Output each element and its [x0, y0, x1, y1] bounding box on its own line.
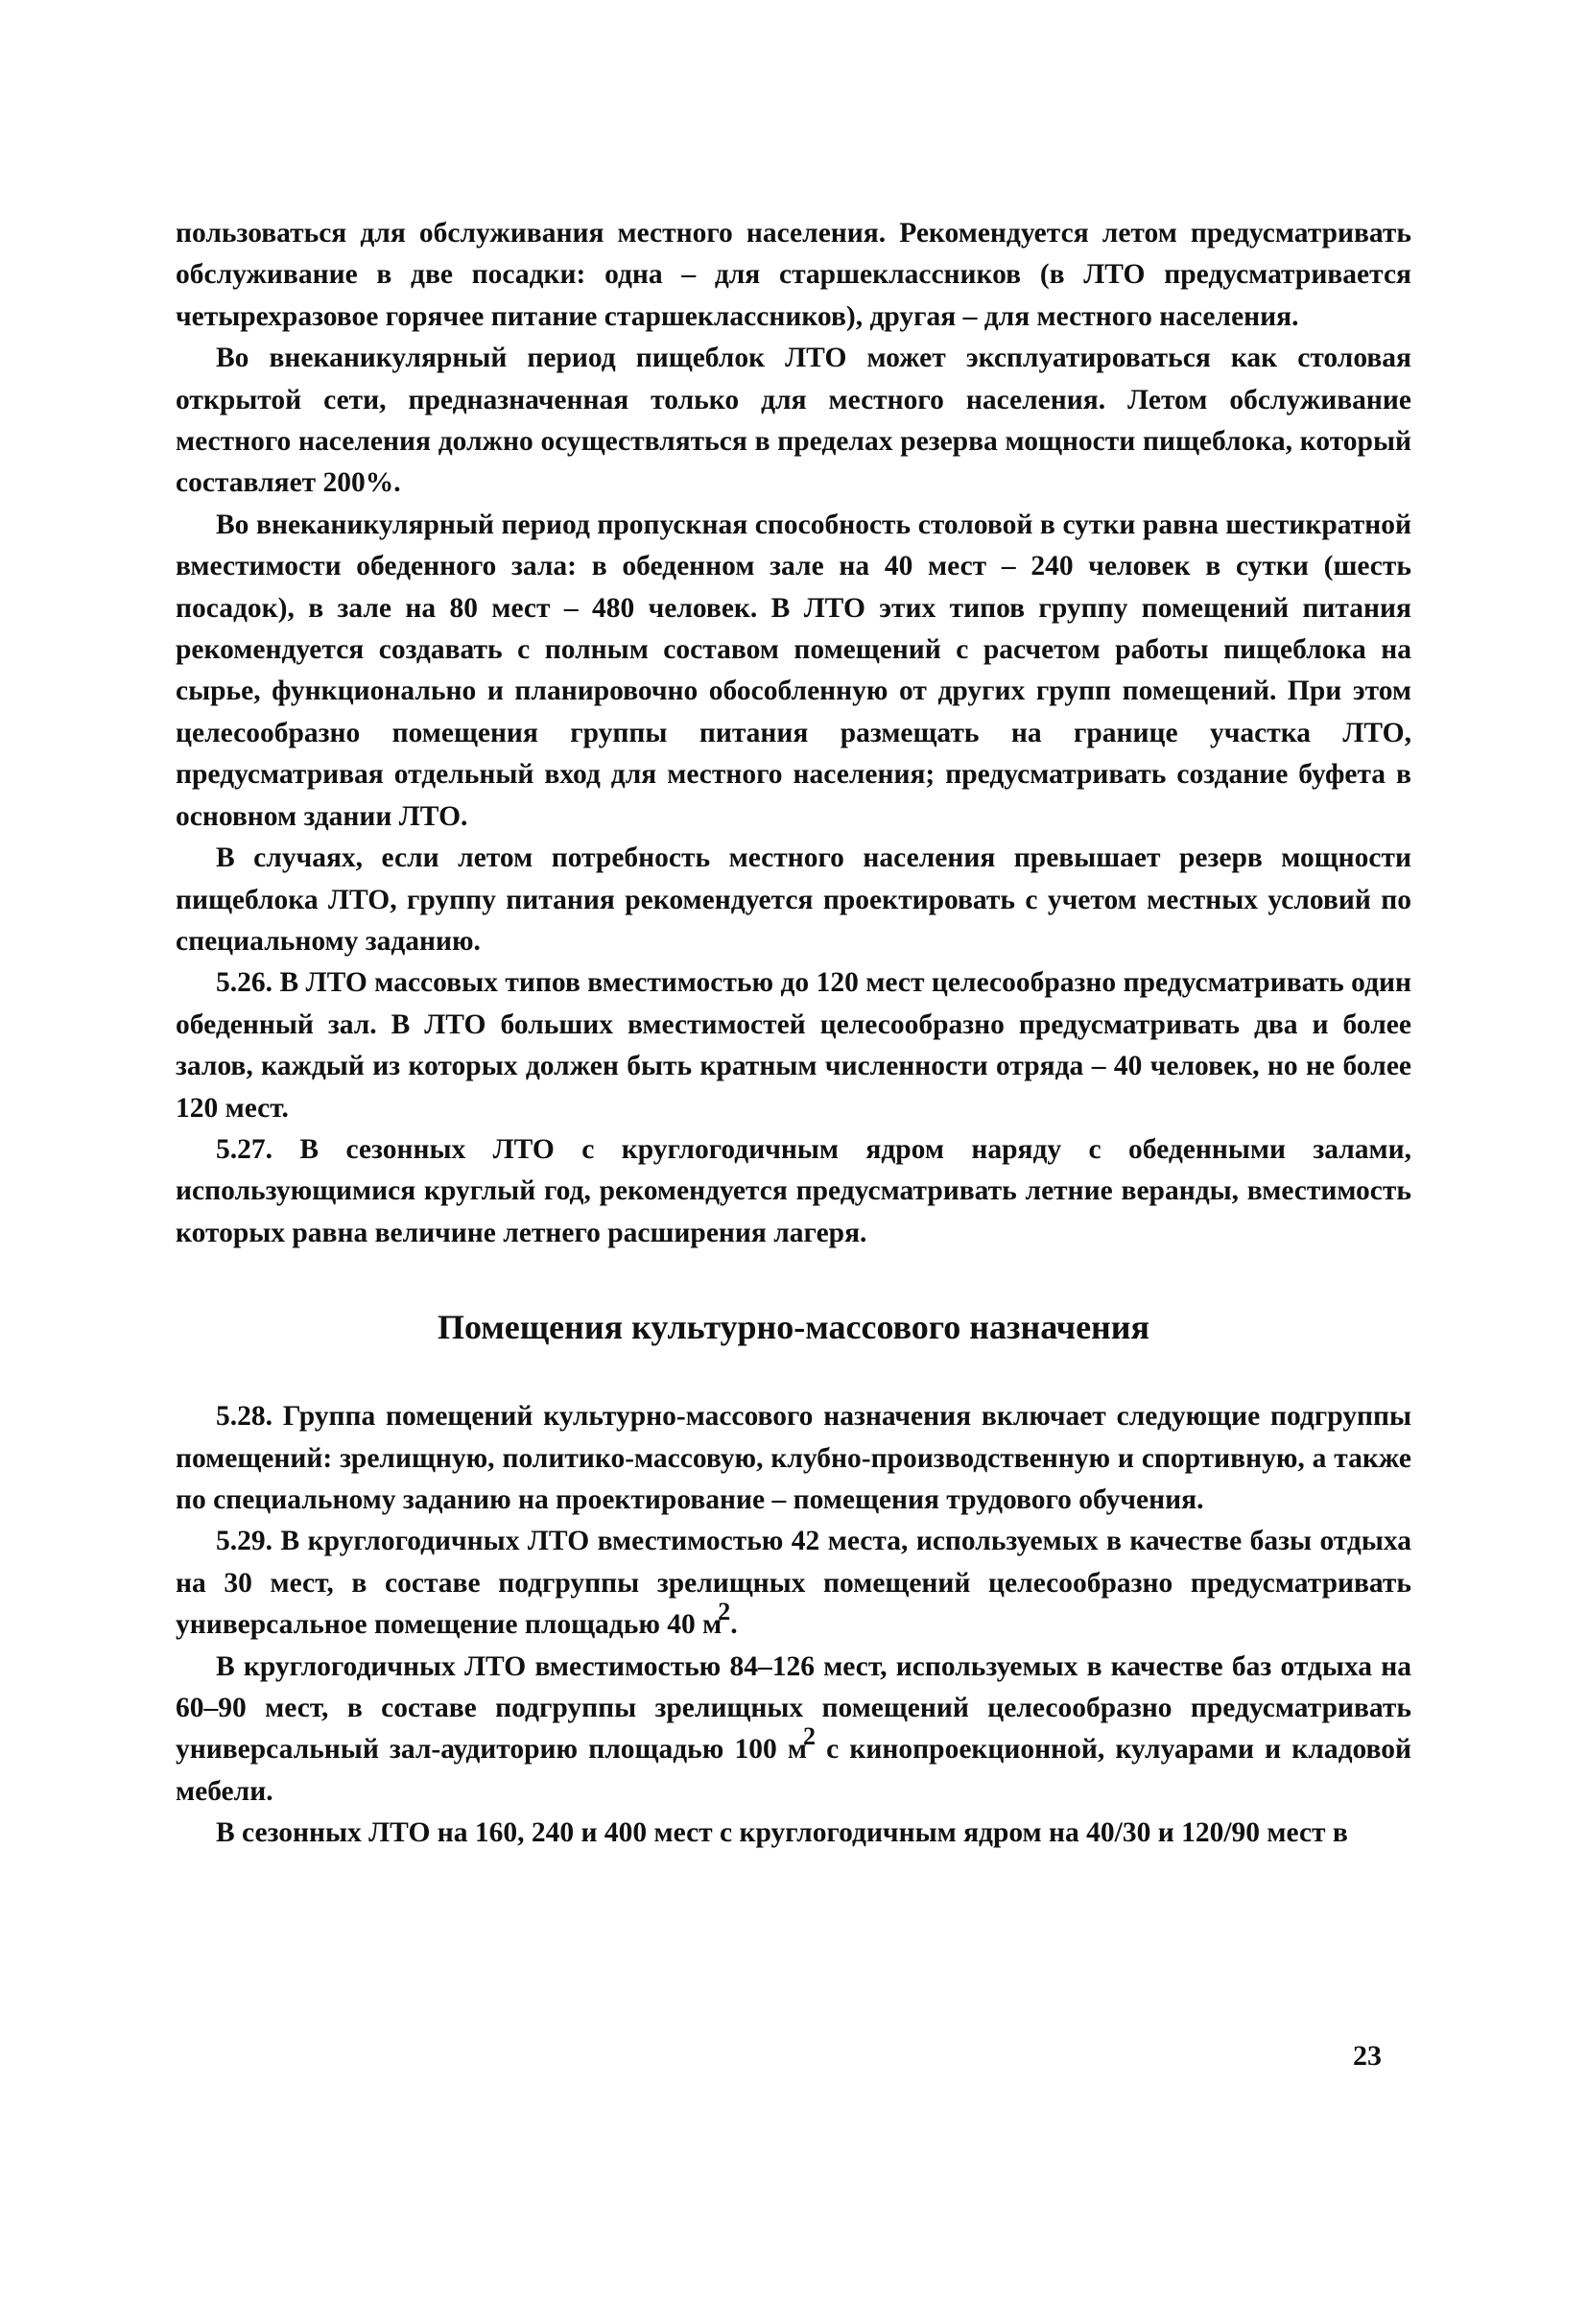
paragraph-5-29	[176, 1521, 1411, 1646]
body-text	[176, 213, 1411, 1855]
paragraph-5-28: 5.28. Группа помещений культурно-массового назначения включает следующие подгруппы помещений: зрелищную, политико-массовую, клубно-производственную и спортивную, а также по специальному заданию на проектирование – помещения трудового обучения.	[176, 1401, 1411, 1515]
paragraph-5-26: 5.26. В ЛТО массовых типов вместимостью до 120 мест целесообразно предусматривать один обеденный зал. В ЛТО больших вместимостей целесообразно предусматривать два и более залов, каждый из которых должен быть кратным численности отряда – 40 человек, но не более 120 мест.	[176, 967, 1411, 1124]
paragraph-summer-demand: В случаях, если летом потребность местного населения превышает резерв мощности пищеблока ЛТО, группу питания рекомендуется проектировать с учетом местных условий по специальному заданию.	[176, 842, 1411, 957]
paragraph-5-29-tail: .	[730, 1609, 738, 1641]
page-number: 23	[1353, 2040, 1382, 2072]
paragraph-continued: пользоваться для обслуживания местного населения. Рекомендуется летом предусматривать обслуживание в две посадки: одна – для старшеклассников (в ЛТО предусматривается четырехразовое горячее питание старшеклассников), другая – для местного населения.	[176, 218, 1411, 332]
paragraph-throughput: Во внеканикулярный период пропускная способность столовой в сутки равна шестикратной вместимости обеденного зала: в обеденном зале на 40 мест – 240 человек в сутки (шесть посадок), в зале на 80 мест – 480 человек. В ЛТО этих типов группу помещений питания рекомендуется создавать с полным составом помещений с расчетом работы пищеблока на сырье, функционально и планировочно обособленную от других групп помещений. При этом целесообразно помещения группы питания размещать на границе участка ЛТО, предусматривая отдельный вход для местного населения; предусматривать создание буфета в основном здании ЛТО.	[176, 509, 1411, 832]
superscript-2: 2	[718, 1598, 731, 1626]
paragraph-5-29-text: 5.29. В круглогодичных ЛТО вместимостью 42 места, используемых в качестве базы отдыха на 30 мест, в составе подгруппы зрелищных помещений целесообразно предусматривать универсальное помещение площадью 40 м	[176, 1526, 1411, 1641]
paragraph-large-lto-tail: с кинопроекционной, кулуарами и кладовой мебели.	[176, 1734, 1412, 1807]
paragraph-5-27: 5.27. В сезонных ЛТО с круглогодичным ядром наряду с обеденными залами, использующимися круглый год, рекомендуется предусматривать летние веранды, вместимость которых равна величине летнего расширения лагеря.	[176, 1133, 1411, 1248]
paragraph-large-lto-text: В круглогодичных ЛТО вместимостью 84–126 мест, используемых в качестве баз отдыха на 60–90 мест, в составе подгруппы зрелищных помещений целесообразно предусматривать универсальный зал-аудиторию площадью 100 м	[176, 1650, 1411, 1766]
superscript-2: 2	[802, 1722, 816, 1751]
paragraph-seasonal-lto: В сезонных ЛТО на 160, 240 и 400 мест с круглогодичным ядром на 40/30 и 120/90 мест в	[216, 1817, 1348, 1849]
paragraph-large-lto	[176, 1647, 1411, 1814]
section-heading: Помещения культурно-массового назначения	[437, 1308, 1150, 1347]
paragraph-offseason-canteen: Во внеканикулярный период пищеблок ЛТО может эксплуатироваться как столовая открытой сети, предназначенная только для местного населения. Летом обслуживание местного населения должно осуществляться в пределах резерва мощности пищеблока, который составляет 200%.	[176, 343, 1411, 499]
